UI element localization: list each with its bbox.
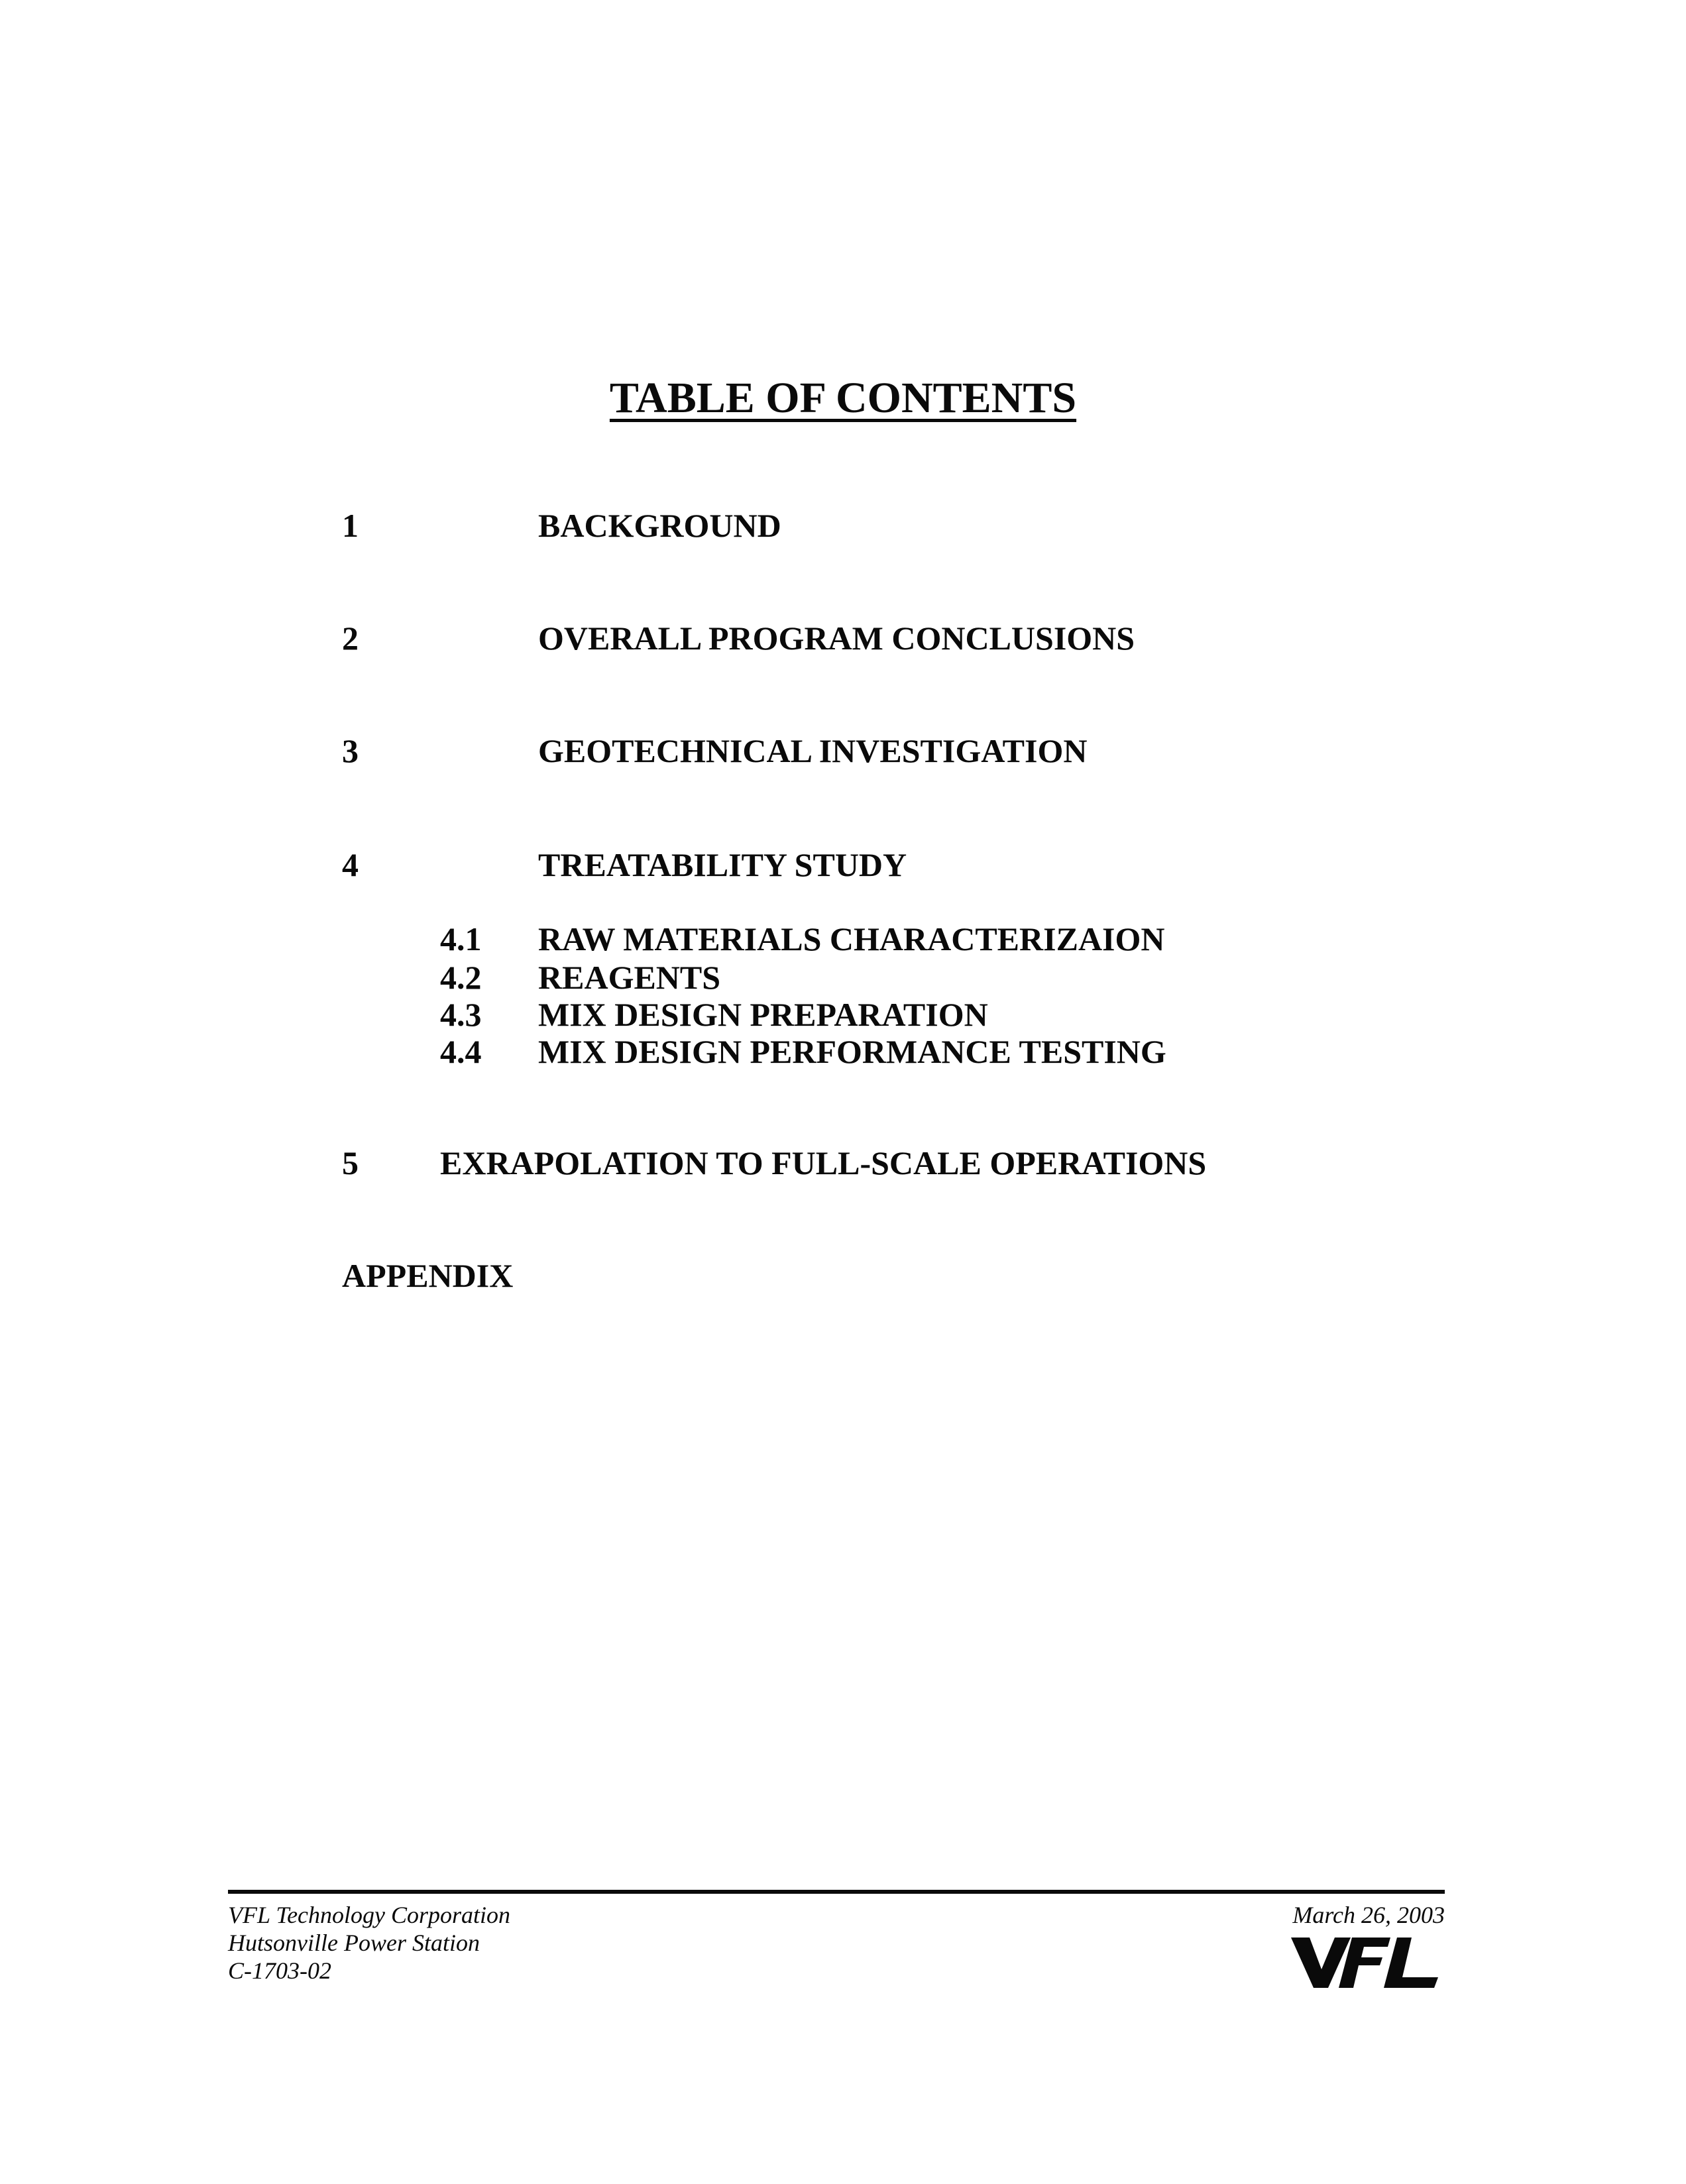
toc-number-4-3: 4.3 <box>440 996 482 1033</box>
toc-label-geotechnical: GEOTECHNICAL INVESTIGATION <box>538 732 1088 769</box>
toc-number-4-2: 4.2 <box>440 959 482 996</box>
toc-number-1: 1 <box>342 507 359 544</box>
toc-number-4: 4 <box>342 846 359 883</box>
toc-number-2: 2 <box>342 620 359 657</box>
toc-label-raw-materials: RAW MATERIALS CHARACTERIZAION <box>538 920 1165 957</box>
toc-appendix: APPENDIX <box>342 1257 514 1294</box>
footer-doc-id: C-1703-02 <box>228 1957 331 1984</box>
vfl-logo <box>1291 1935 1443 1989</box>
toc-number-3: 3 <box>342 732 359 769</box>
page-title: TABLE OF CONTENTS <box>609 374 1077 422</box>
toc-number-4-4: 4.4 <box>440 1033 482 1070</box>
footer-rule <box>228 1890 1445 1894</box>
footer-date: March 26, 2003 <box>1292 1902 1445 1928</box>
footer-site: Hutsonville Power Station <box>228 1930 480 1956</box>
toc-label-reagents: REAGENTS <box>538 959 721 996</box>
toc-label-extrapolation: EXRAPOLATION TO FULL-SCALE OPERATIONS <box>440 1144 1207 1181</box>
toc-label-mix-testing: MIX DESIGN PERFORMANCE TESTING <box>538 1033 1166 1070</box>
toc-number-5: 5 <box>342 1144 359 1181</box>
toc-label-conclusions: OVERALL PROGRAM CONCLUSIONS <box>538 620 1135 657</box>
toc-label-treatability: TREATABILITY STUDY <box>538 846 907 883</box>
toc-label-background: BACKGROUND <box>538 507 781 544</box>
toc-number-4-1: 4.1 <box>440 920 482 957</box>
toc-label-mix-preparation: MIX DESIGN PREPARATION <box>538 996 988 1033</box>
footer-company: VFL Technology Corporation <box>228 1902 511 1928</box>
